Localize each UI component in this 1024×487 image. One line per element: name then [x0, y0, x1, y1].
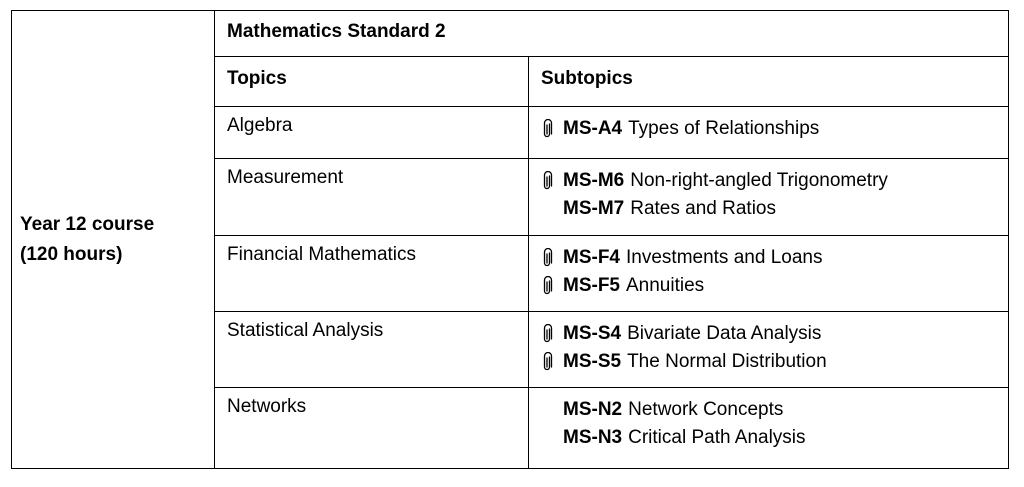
paperclip-icon [537, 170, 557, 192]
subtopic-item [537, 167, 1008, 195]
topic-cell: Networks [215, 388, 529, 469]
subtopics-cell [529, 159, 1009, 236]
subtopic-name: Types of Relationships [628, 118, 820, 139]
subtopic-name: Annuities [626, 275, 705, 296]
topics-header: Topics [215, 57, 529, 107]
subtopic-item [537, 195, 1008, 223]
icon-spacer [537, 399, 557, 421]
subtopic-code: MS-M6 [563, 170, 625, 191]
subtopic-item [537, 272, 1008, 300]
subtopic-name: Rates and Ratios [630, 198, 776, 219]
subtopic-item [537, 320, 1008, 348]
subtopic-name: Bivariate Data Analysis [627, 323, 822, 344]
subtopic-name: Non-right-angled Trigonometry [630, 170, 888, 191]
topic-cell: Financial Mathematics [215, 236, 529, 312]
subtopics-cell [529, 388, 1009, 469]
subtopic-item [537, 115, 1008, 143]
topic-cell: Statistical Analysis [215, 312, 529, 388]
subtopics-cell [529, 107, 1009, 159]
subtopic-code: MS-F4 [563, 247, 620, 268]
topic-cell: Measurement [215, 159, 529, 236]
subtopic-code: MS-A4 [563, 118, 623, 139]
subtopic-code: MS-N3 [563, 427, 623, 448]
subtopic-code: MS-S5 [563, 351, 622, 372]
subtopic-name: Network Concepts [628, 399, 784, 420]
subtopic-item [537, 396, 1008, 424]
course-title: Mathematics Standard 2 [215, 11, 1009, 57]
year-label: Year 12 course [20, 213, 155, 235]
paperclip-icon [537, 323, 557, 345]
paperclip-icon [537, 118, 557, 140]
paperclip-icon [537, 247, 557, 269]
year-cell [12, 11, 215, 469]
subtopics-cell [529, 236, 1009, 312]
subtopic-item [537, 424, 1008, 452]
subtopic-code: MS-S4 [563, 323, 622, 344]
subtopic-name: Investments and Loans [626, 247, 823, 268]
subtopic-code: MS-F5 [563, 275, 620, 296]
subtopic-item [537, 244, 1008, 272]
paperclip-icon [537, 351, 557, 373]
subtopic-code: MS-N2 [563, 399, 623, 420]
title-row [12, 11, 1009, 57]
icon-spacer [537, 198, 557, 220]
subtopic-code: MS-M7 [563, 198, 625, 219]
topic-cell: Algebra [215, 107, 529, 159]
subtopics-cell [529, 312, 1009, 388]
paperclip-icon [537, 275, 557, 297]
subtopics-header: Subtopics [529, 57, 1009, 107]
hours-label: (120 hours) [20, 243, 123, 265]
subtopic-item [537, 348, 1008, 376]
course-table [11, 10, 1009, 469]
subtopic-name: The Normal Distribution [627, 351, 827, 372]
icon-spacer [537, 427, 557, 449]
subtopic-name: Critical Path Analysis [628, 427, 806, 448]
